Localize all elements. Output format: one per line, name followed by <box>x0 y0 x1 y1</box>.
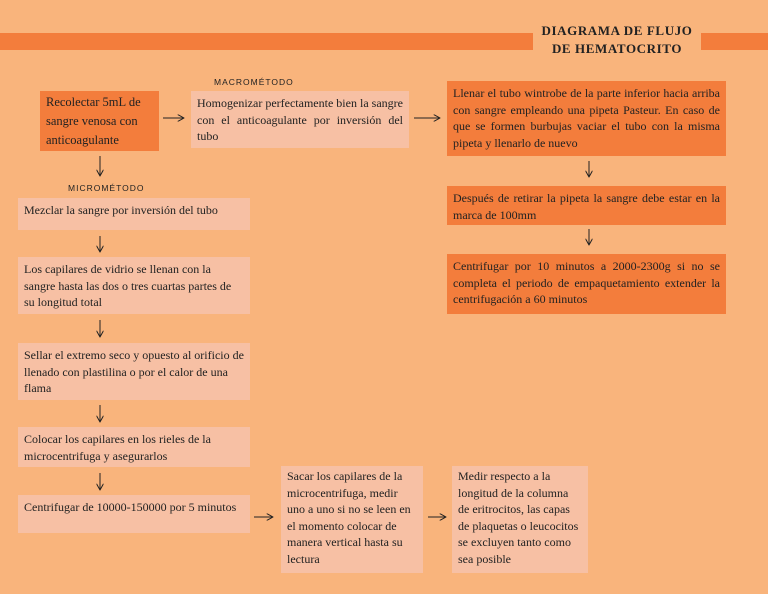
macro-label: MACROMÉTODO <box>214 77 294 87</box>
step-micro-1: Mezclar la sangre por inversión del tubo <box>18 198 250 230</box>
step-micro-6: Sacar los capilares de la microcentrifuga, medir uno a uno si no se leen en el momento colocar de manera vertical hasta su lectura <box>281 466 423 573</box>
diagram-title <box>533 17 701 61</box>
step-micro-4: Colocar los capilares en los rieles de la microcentrifuga y asegurarlos <box>18 427 250 467</box>
step-start: Recolectar 5mL de sangre venosa con anticoagulante <box>40 91 159 151</box>
title-line-2: DE HEMATOCRITO <box>551 41 683 56</box>
step-macro-1: Homogenizar perfectamente bien la sangre con el anticoagulante por inversión del tubo <box>191 91 409 148</box>
step-micro-3: Sellar el extremo seco y opuesto al orificio de llenado con plastilina o por el calor de una flama <box>18 343 250 400</box>
step-macro-2: Llenar el tubo wintrobe de la parte inferior hacia arriba con sangre empleando una pipeta Pasteur. En caso de que se formen burbujas vaciar el tubo con la misma pipeta y llenarlo de nuevo <box>447 81 726 156</box>
title-line-1: DIAGRAMA DE FLUJO <box>541 23 693 38</box>
step-micro-7: Medir respecto a la longitud de la columna de eritrocitos, las capas de plaquetas o leucocitos se excluyen tanto como sea posible <box>452 466 588 573</box>
step-macro-4: Centrifugar por 10 minutos a 2000-2300g si no se completa el periodo de empaquetamiento extender la centrifugación a 60 minutos <box>447 254 726 314</box>
micro-label: MICROMÉTODO <box>68 183 145 193</box>
step-micro-5: Centrifugar de 10000-150000 por 5 minutos <box>18 495 250 533</box>
step-macro-3: Después de retirar la pipeta la sangre debe estar en la marca de 100mm <box>447 186 726 225</box>
step-micro-2: Los capilares de vidrio se llenan con la sangre hasta las dos o tres cuartas partes de su longitud total <box>18 257 250 314</box>
